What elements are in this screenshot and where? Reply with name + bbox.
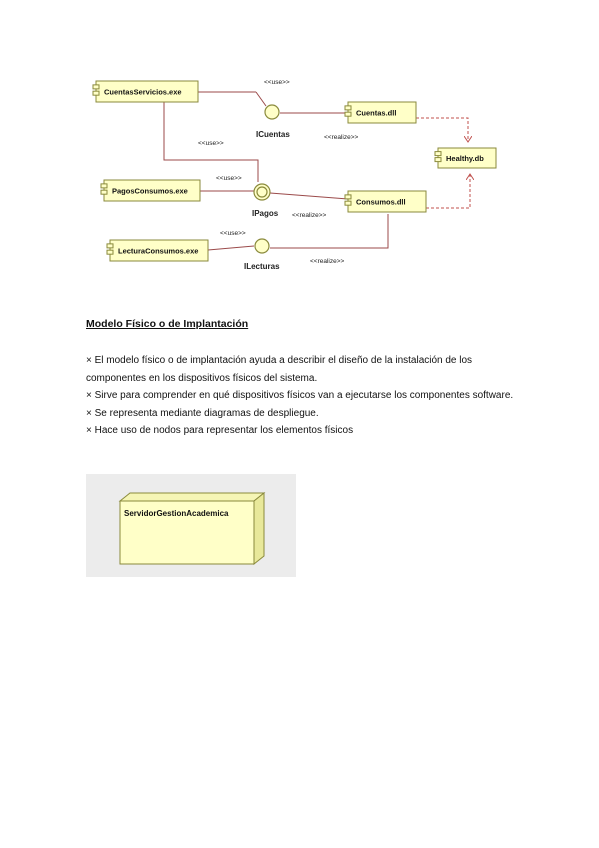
component-tab-icon	[345, 106, 351, 110]
component-consumosdll	[345, 191, 426, 212]
component-tab-icon	[107, 250, 113, 254]
dependency-consumosdll-healthydb	[426, 174, 470, 208]
component-tab-icon	[107, 244, 113, 248]
component-cuentasdll	[345, 102, 416, 123]
component-label: Cuentas.dll	[356, 108, 397, 118]
bullet-item: × El modelo físico o de implantación ayuda a describir el diseño de la instalación de los componentes en los dispositivos físicos del sistema.	[86, 355, 473, 384]
component-tab-icon	[93, 91, 99, 95]
deployment-node-panel	[86, 474, 296, 577]
deployment-node-top-face	[120, 493, 264, 501]
component-label: LecturaConsumos.exe	[118, 246, 199, 256]
bullet-list	[86, 352, 526, 440]
stereotype-use-1: <<use>>	[264, 79, 290, 86]
component-label: CuentasServicios.exe	[104, 87, 182, 97]
stereotype-use-2: <<use>>	[198, 140, 224, 147]
interface-ipagos-circle	[254, 184, 270, 200]
connector-ilecturas-consumosdll	[270, 214, 388, 248]
interface-ilecturas-circle	[255, 239, 269, 253]
component-tab-icon	[435, 152, 441, 156]
section-title: Modelo Físico o de Implantación	[86, 318, 249, 330]
stereotype-realize-2: <<realize>>	[292, 212, 327, 219]
component-diagram-canvas	[80, 68, 484, 288]
bullet-item: × Hace uso de nodos para representar los elementos físicos	[86, 425, 354, 436]
component-tab-icon	[93, 85, 99, 89]
interface-label-ilecturas: ILecturas	[244, 262, 280, 271]
deployment-node	[86, 474, 296, 577]
interface-label-ipagos: IPagos	[252, 209, 279, 218]
dependency-cuentasdll-healthydb	[416, 118, 468, 142]
component-pagosconsumos	[101, 180, 200, 201]
component-label: Consumos.dll	[356, 197, 406, 207]
connector-ipagos-consumosdll	[270, 193, 348, 199]
bullet-item: × Se representa mediante diagramas de despliegue.	[86, 407, 319, 419]
component-tab-icon	[435, 158, 441, 162]
interface-label-icuentas: ICuentas	[256, 130, 290, 139]
interface-icuentas-circle	[265, 105, 279, 119]
component-tab-icon	[101, 190, 107, 194]
connector-lecturaconsumos-ilecturas	[208, 246, 254, 250]
component-lecturaconsumos	[107, 240, 208, 261]
component-label: PagosConsumos.exe	[112, 186, 188, 196]
stereotype-use-3: <<use>>	[216, 175, 242, 182]
component-healthydb	[435, 148, 496, 168]
stereotype-realize-3: <<realize>>	[310, 258, 345, 265]
component-tab-icon	[345, 195, 351, 199]
component-tab-icon	[101, 184, 107, 188]
stereotype-realize-1: <<realize>>	[324, 134, 359, 141]
deployment-node-side-face	[254, 493, 264, 564]
bullet-item: × Sirve para comprender en qué dispositivos físicos van a ejecutarse los componentes software.	[86, 390, 514, 401]
component-cuentasservicios	[93, 81, 198, 102]
component-tab-icon	[345, 112, 351, 116]
component-diagram	[80, 68, 484, 288]
component-label: Healthy.db	[446, 154, 484, 163]
deployment-node-label: ServidorGestionAcademica	[124, 509, 229, 518]
stereotype-use-4: <<use>>	[220, 230, 246, 237]
component-tab-icon	[345, 201, 351, 205]
